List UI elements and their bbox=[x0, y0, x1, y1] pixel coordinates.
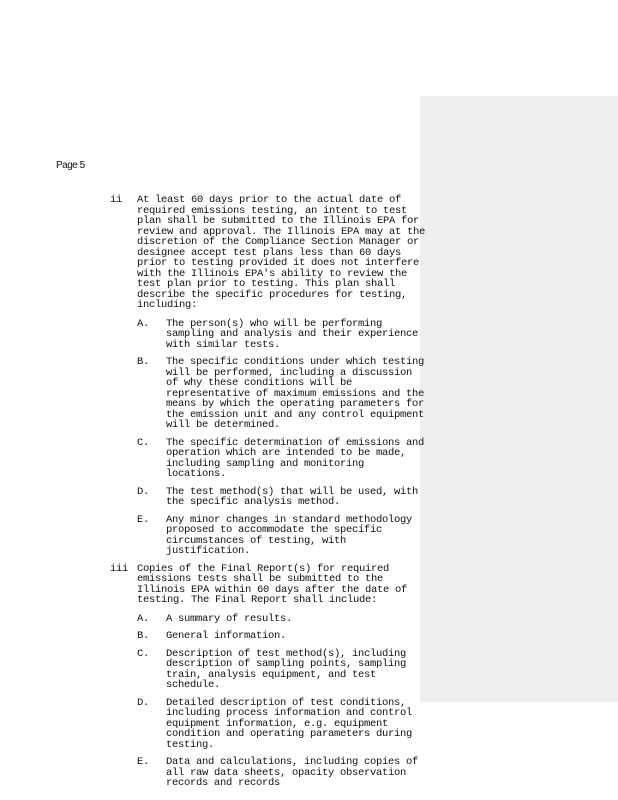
list-item bbox=[137, 757, 430, 789]
item-letter: B. bbox=[137, 356, 150, 368]
section-items bbox=[137, 319, 430, 557]
item-text: General information. bbox=[166, 630, 287, 642]
section-items bbox=[137, 614, 430, 789]
section-text: Copies of the Final Report(s) for required emissions tests shall be submitted to the Illinois EPA within 60 days after the date of testing. The Final Report shall include: bbox=[137, 562, 408, 606]
item-text: The specific conditions under which testing will be performed, including a discussion of why these conditions will be representative of maximum emissions and the means by which the operating parameters for the emission unit and any control equipment will be determined. bbox=[166, 356, 425, 431]
list-item bbox=[137, 649, 430, 691]
item-letter: D. bbox=[137, 696, 150, 709]
section-number: iii bbox=[110, 562, 129, 575]
item-text: The test method(s) that will be used, with the specific analysis method. bbox=[166, 485, 419, 508]
section-iii bbox=[110, 564, 430, 789]
section-number: ii bbox=[110, 194, 123, 206]
item-text: Data and calculations, including copies of all raw data sheets, opacity observation records and records bbox=[166, 756, 419, 789]
item-letter: A. bbox=[137, 612, 150, 625]
item-text: Description of test method(s), including description of sampling points, sampling train, analysis equipment, and test schedule. bbox=[166, 647, 407, 691]
section-text: At least 60 days prior to the actual date of required emissions testing, an intent to test plan shall be submitted to the Illinois EPA for review and approval. The Illinois EPA may at the discretion of the Compliance Section Manager or designee accept test plans less than 60 days prior to testing provided it does not interfere with the Illinois EPA's ability to review the test plan prior to testing. This plan shall describe the specific procedures for testing, including: bbox=[137, 194, 426, 311]
item-letter: C. bbox=[137, 647, 150, 660]
page-label: Page 5 bbox=[56, 160, 85, 171]
item-letter: B. bbox=[137, 630, 150, 642]
item-text: Any minor changes in standard methodology proposed to accommodate the specific circumstances of testing, with justification. bbox=[166, 513, 413, 557]
item-letter: D. bbox=[137, 485, 150, 498]
list-item bbox=[137, 698, 430, 751]
document-body bbox=[110, 195, 430, 796]
item-text: A summary of results. bbox=[166, 612, 293, 625]
list-item bbox=[137, 515, 430, 557]
item-letter: E. bbox=[137, 513, 150, 526]
section-ii bbox=[110, 195, 430, 557]
item-letter: C. bbox=[137, 436, 150, 449]
list-item bbox=[137, 357, 430, 431]
comment-pane bbox=[420, 96, 618, 702]
item-letter: A. bbox=[137, 317, 150, 330]
list-item bbox=[137, 438, 430, 480]
list-item bbox=[137, 487, 430, 508]
list-item bbox=[137, 319, 430, 351]
item-text: Detailed description of test conditions, including process information and control equipment information, e.g. equipment condition and operating parameters during testing. bbox=[166, 696, 413, 751]
list-item bbox=[137, 614, 430, 625]
item-letter: E. bbox=[137, 756, 150, 768]
list-item bbox=[137, 631, 430, 642]
item-text: The specific determination of emissions and operation which are intended to be made, including sampling and monitoring locations. bbox=[166, 436, 425, 480]
item-text: The person(s) who will be performing sampling and analysis and their experience with similar tests. bbox=[166, 317, 419, 351]
